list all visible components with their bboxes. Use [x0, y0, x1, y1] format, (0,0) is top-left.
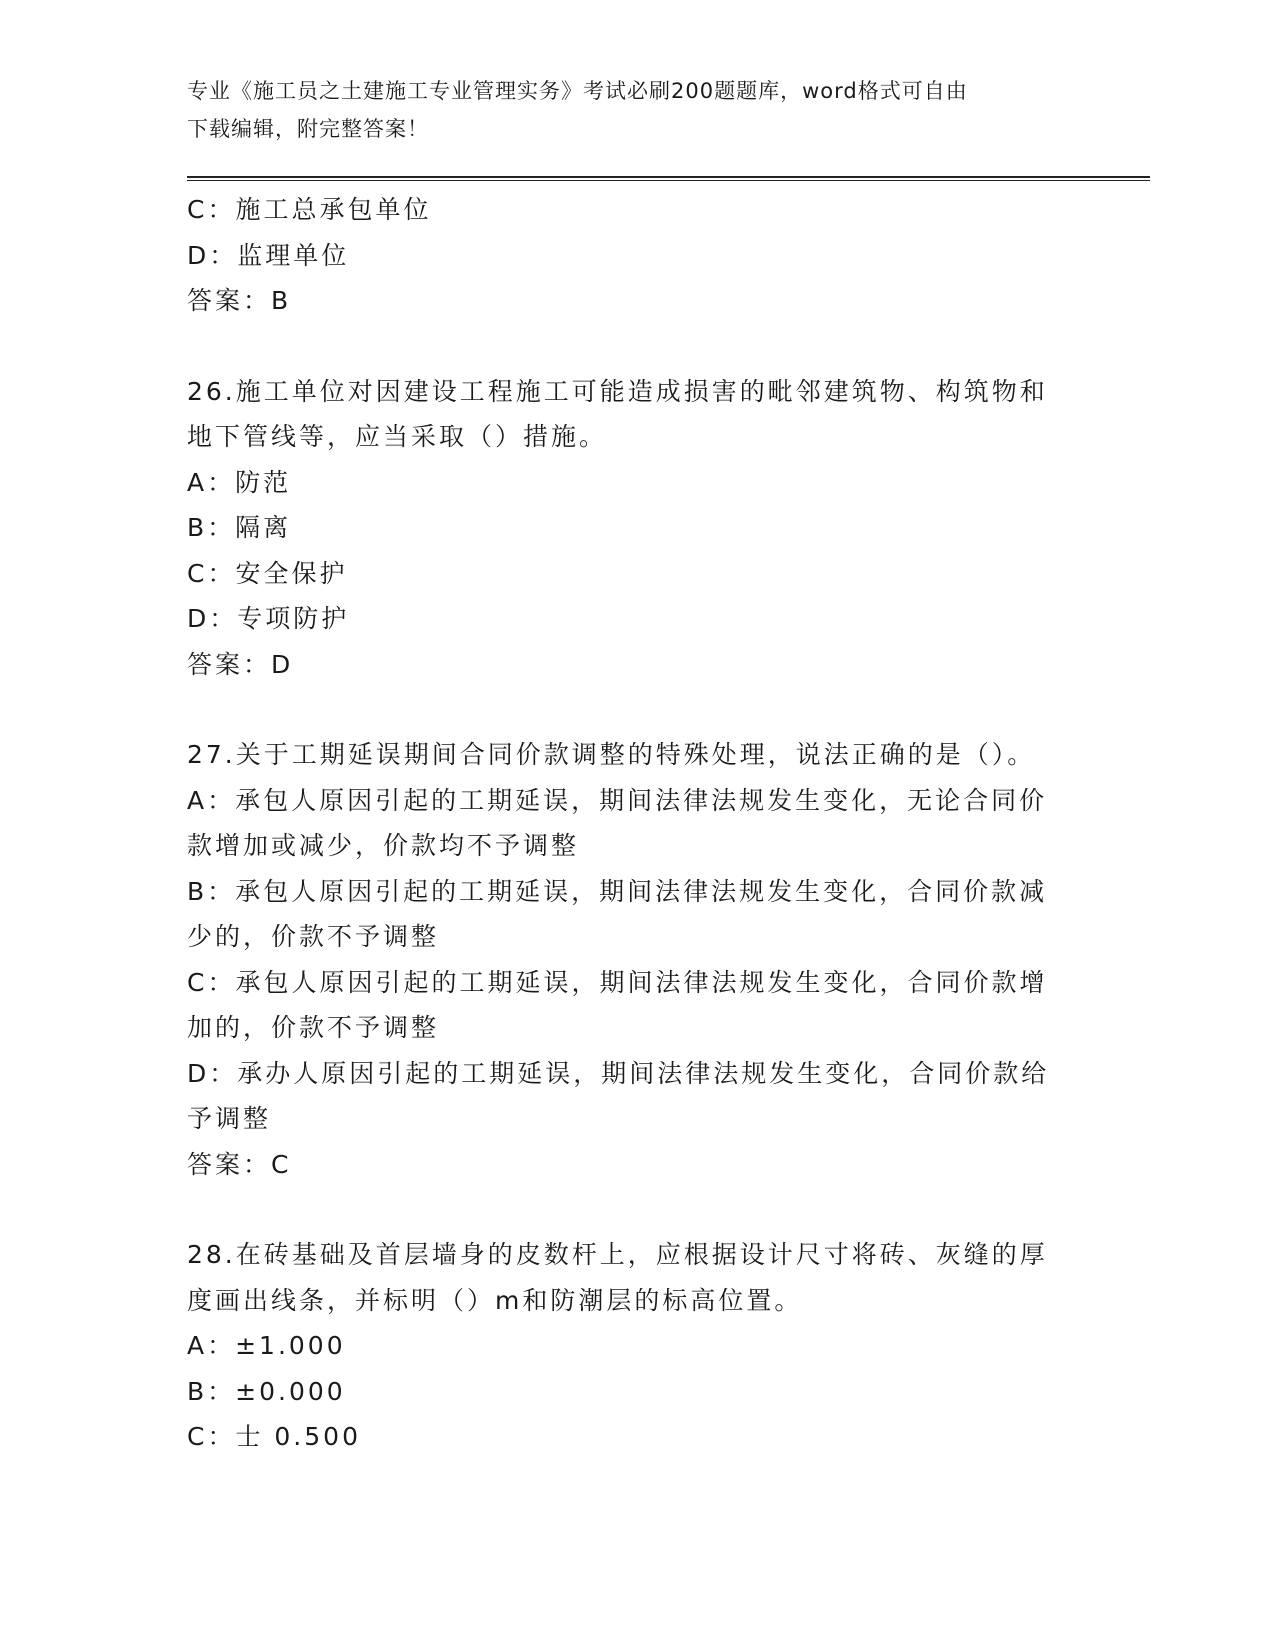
option-d: D：专项防护 — [187, 604, 350, 633]
option-b: B：承包人原因引起的工期延误，期间法律法规发生变化，合同价款减 — [187, 876, 1048, 906]
answer-line: 答案：B — [187, 286, 292, 315]
question-stem: 27.关于工期延误期间合同价款调整的特殊处理，说法正确的是（）。 — [187, 740, 1036, 769]
option-d: D：承办人原因引起的工期延误，期间法律法规发生变化，合同价款给 — [187, 1058, 1050, 1088]
page-header — [187, 72, 1087, 148]
question-block-27 — [187, 732, 1087, 1187]
question-stem: 度画出线条，并标明（）m和防潮层的标高位置。 — [187, 1285, 803, 1315]
question-stem: 26.施工单位对因建设工程施工可能造成损害的毗邻建筑物、构筑物和 — [187, 376, 1048, 406]
option-b: B：±0.000 — [187, 1376, 346, 1406]
question-block-28 — [187, 1232, 1087, 1460]
option-c-continued: 加的，价款不予调整 — [187, 1013, 440, 1042]
option-b-continued: 少的，价款不予调整 — [187, 922, 440, 951]
option-a: A：防范 — [187, 467, 292, 497]
header-divider — [187, 176, 1150, 181]
document-body — [187, 187, 1087, 1460]
header-line-1: 专业《施工员之土建施工专业管理实务》考试必刷200题题库，word格式可自由 — [187, 79, 968, 103]
option-a: A：±1.000 — [187, 1331, 346, 1360]
option-d: D：监理单位 — [187, 240, 350, 270]
question-stem: 地下管线等，应当采取（）措施。 — [187, 422, 608, 451]
spacer — [187, 324, 1087, 369]
header-line-2: 下载编辑，附完整答案！ — [187, 117, 429, 141]
spacer — [187, 1187, 1087, 1232]
question-stem: 28.在砖基础及首层墙身的皮数杆上，应根据设计尺寸将砖、灰缝的厚 — [187, 1240, 1048, 1269]
option-a: A：承包人原因引起的工期延误，期间法律法规发生变化，无论合同价 — [187, 785, 1048, 815]
option-a-continued: 款增加或减少，价款均不予调整 — [187, 831, 580, 860]
option-c: C：士 0.500 — [187, 1422, 361, 1451]
option-d-continued: 予调整 — [187, 1104, 272, 1133]
answer-line: 答案：C — [187, 1149, 292, 1179]
option-c: C：施工总承包单位 — [187, 195, 432, 224]
question-block-25 — [187, 187, 1087, 324]
option-c: C：安全保护 — [187, 558, 348, 588]
answer-line: 答案：D — [187, 649, 294, 679]
option-b: B：隔离 — [187, 513, 292, 542]
spacer — [187, 687, 1087, 732]
option-c: C：承包人原因引起的工期延误，期间法律法规发生变化，合同价款增 — [187, 967, 1048, 997]
question-block-26 — [187, 369, 1087, 688]
